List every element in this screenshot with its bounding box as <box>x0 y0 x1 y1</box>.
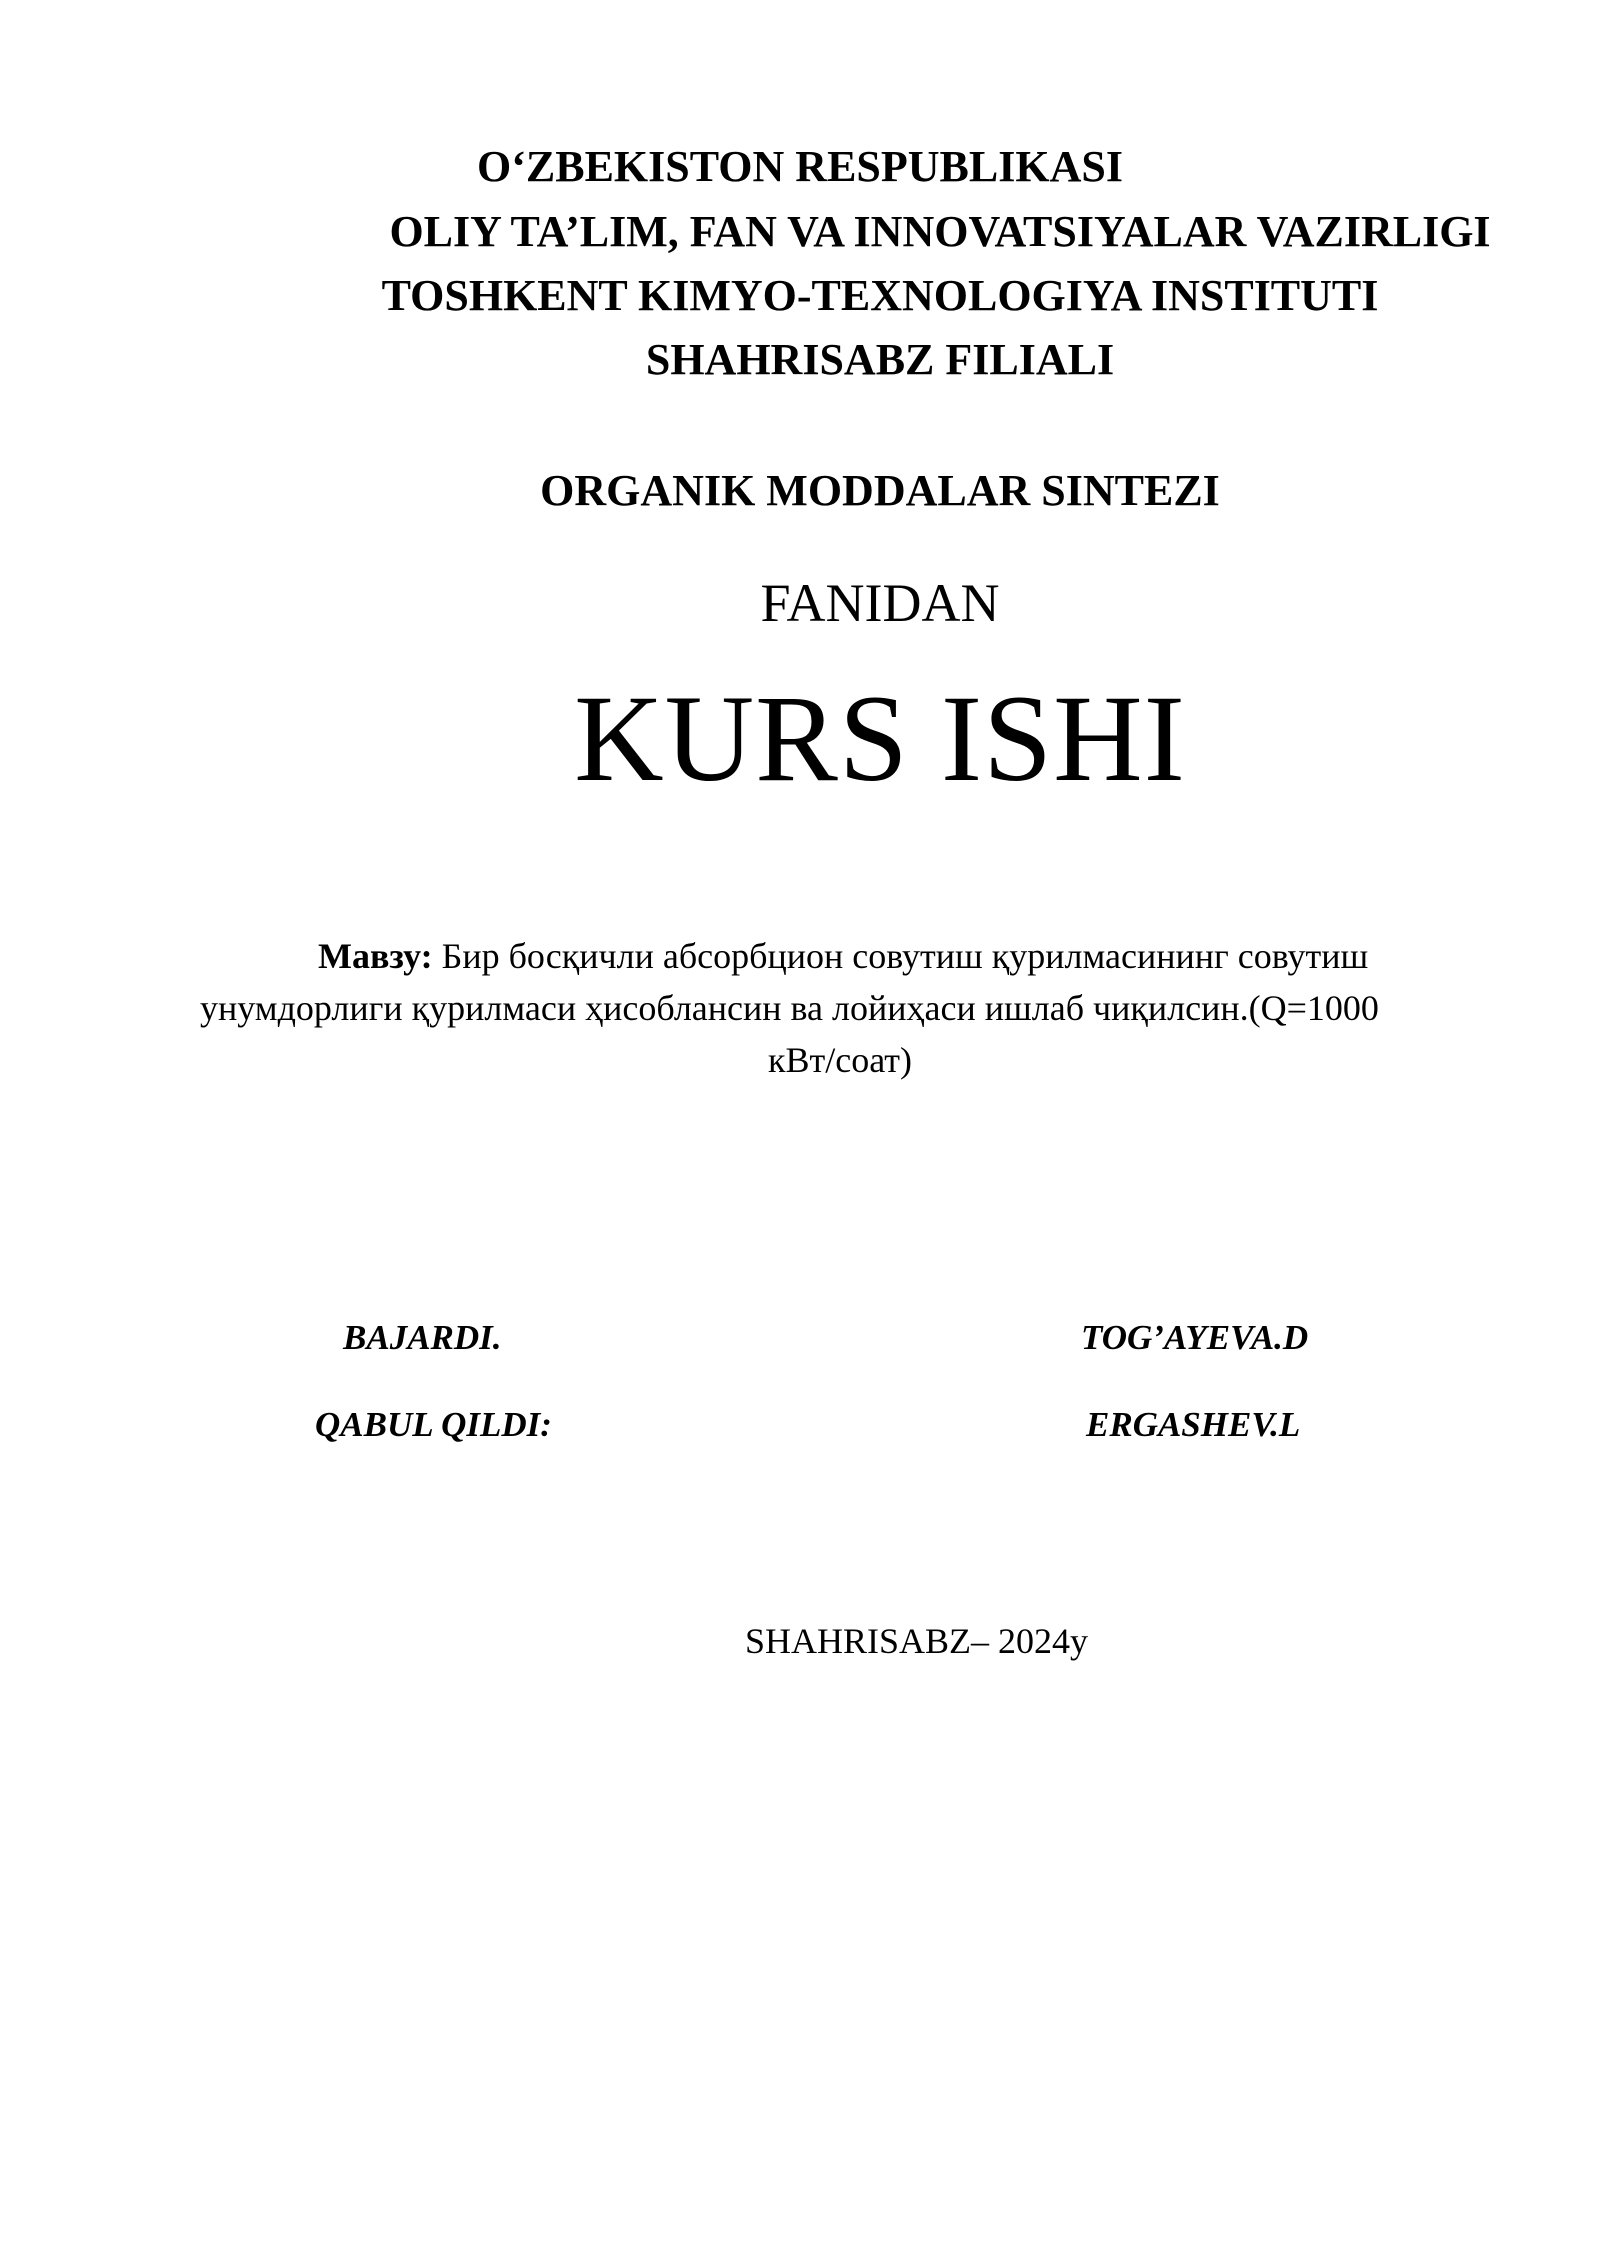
topic-line-3: кВт/соат) <box>768 1040 912 1080</box>
topic-label: Мавзу: <box>318 936 433 976</box>
topic-line-1 <box>200 930 1460 982</box>
done-label: BAJARDI. <box>343 1318 502 1357</box>
topic-text-1: Бир босқичли абсорбцион совутиш қурилмасининг совутиш <box>432 936 1369 976</box>
fanidan-label: FANIDAN <box>760 573 1000 633</box>
header-line-republic: O‘ZBEKISTON RESPUBLIKASI <box>477 142 1123 191</box>
accepted-label: QABUL QILDI: <box>315 1405 552 1444</box>
header-line-branch: SHAHRISABZ FILIALI <box>645 335 1115 384</box>
city-year: SHAHRISABZ– 2024y <box>745 1621 1089 1661</box>
header-line-institute: TOSHKENT KIMYO-TEXNOLOGIYA INSTITUTI <box>381 271 1379 320</box>
header-line-ministry: OLIY TA’LIM, FAN VA INNOVATSIYALAR VAZIRLIGI <box>389 207 1491 256</box>
done-name: TOG’AYEVA.D <box>1081 1318 1309 1357</box>
topic-line-2: унумдорлиги қурилмаси ҳисоблансин ва лойиҳаси ишлаб чиқилсин.(Q=1000 <box>200 988 1379 1028</box>
accepted-name: ERGASHEV.L <box>1086 1405 1301 1444</box>
work-type-title: KURS ISHI <box>574 670 1186 807</box>
subject-title: ORGANIK MODDALAR SINTEZI <box>540 466 1220 515</box>
topic-block <box>200 930 1460 1086</box>
